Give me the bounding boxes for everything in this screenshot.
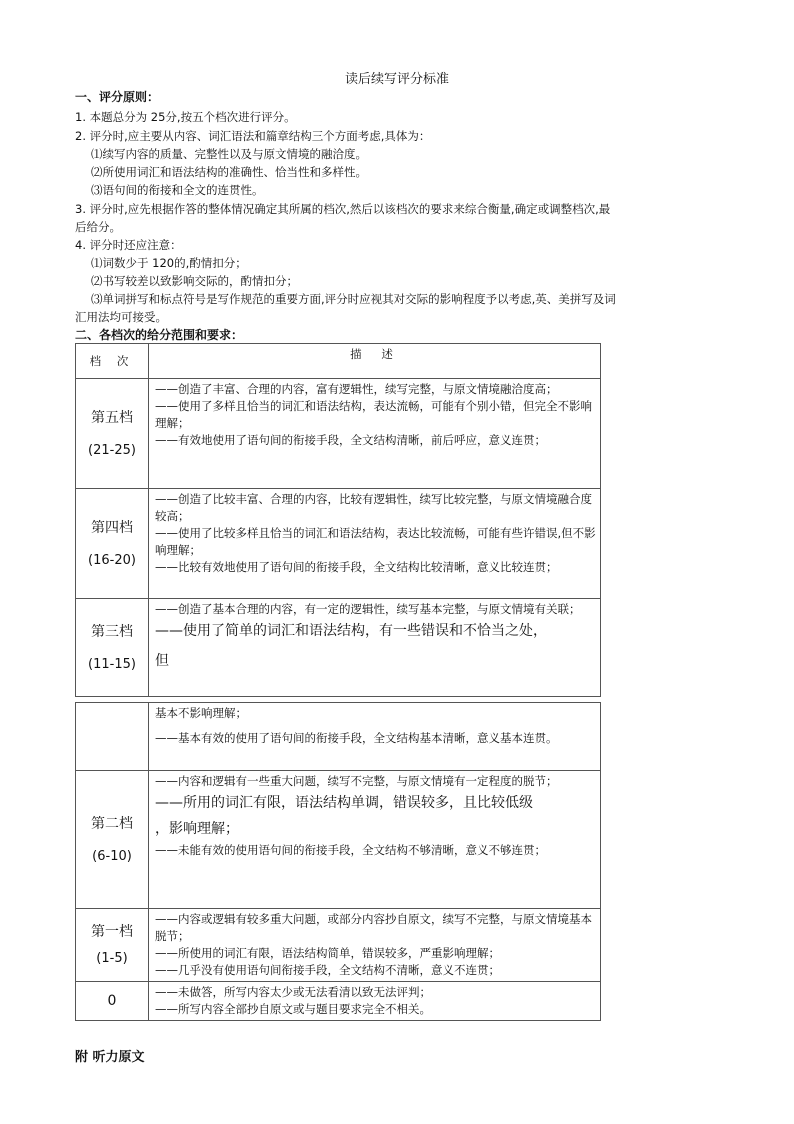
- level-range: (11-15): [88, 656, 136, 672]
- description-cell: [149, 599, 601, 697]
- description-cell: [149, 909, 601, 982]
- level-name: 第二档: [91, 815, 133, 832]
- level-name: 第五档: [91, 409, 133, 426]
- scoring-table-part-2: [75, 702, 601, 1021]
- table-row: [76, 599, 601, 697]
- level-cell: [76, 771, 149, 909]
- description-cell: [149, 982, 601, 1021]
- description-line: ——使用了多样且恰当的词汇和语法结构，表达流畅，可能有个别小错，但完全不影响理解；: [155, 399, 592, 430]
- description-line: ——有效地使用了语句间的衔接手段，全文结构清晰，前后呼应，意义连贯；: [155, 433, 546, 447]
- rule-2-item-2: ⑵所使用词汇和语法结构的准确性、恰当性和多样性。: [91, 165, 367, 179]
- description-line: ——使用了比较多样且恰当的词汇和语法结构，表达比较流畅，可能有些许错误,但不影响理解；: [155, 526, 596, 557]
- header-level: 档 次: [76, 344, 149, 379]
- description-line: ——使用了简单的词汇和语法结构，有一些错误和不恰当之处，: [155, 623, 547, 639]
- level-cell: [76, 599, 149, 697]
- table-row: [76, 489, 601, 599]
- document-title: 读后续写评分标准: [344, 72, 449, 87]
- scoring-table-part-1: [75, 343, 601, 697]
- table-header-row: [76, 344, 601, 379]
- rule-2: 2. 评分时,应主要从内容、词汇语法和篇章结构三个方面考虑,具体为：: [75, 129, 431, 143]
- rule-4-item-2: ⑵书写较差以致影响交际的，酌情扣分；: [91, 274, 298, 288]
- table-row: [76, 771, 601, 909]
- description-line: ——内容和逻辑有一些重大问题，续写不完整，与原文情境有一定程度的脱节；: [155, 774, 558, 788]
- level-name: 第四档: [91, 519, 133, 536]
- header-description: 描 述: [149, 344, 601, 379]
- level-range: (1-5): [96, 951, 128, 966]
- description-line: ——比较有效地使用了语句间的衔接手段，全文结构比较清晰，意义比较连贯；: [155, 560, 558, 574]
- table-row: [76, 703, 601, 771]
- table-row: [76, 982, 601, 1021]
- description-line: ——所写内容全部抄自原文或与题目要求完全不相关。: [155, 1002, 431, 1016]
- appendix-heading: 附 听力原文: [75, 1050, 145, 1065]
- level-name: 第三档: [91, 623, 133, 640]
- section1-heading: 一、评分原则：: [75, 90, 160, 104]
- level-name: 0: [107, 993, 117, 1009]
- description-line: 基本不影响理解；: [155, 706, 247, 720]
- description-cell: [149, 379, 601, 489]
- description-line: ——所用的词汇有限，语法结构单调，错误较多，且比较低级: [155, 795, 533, 811]
- table-row: [76, 909, 601, 982]
- level-cell: [76, 982, 149, 1021]
- description-line: ——未能有效的使用语句间的衔接手段，全文结构不够清晰，意义不够连贯；: [155, 843, 546, 857]
- description-cell: [149, 489, 601, 599]
- level-range: (16-20): [88, 552, 136, 568]
- rule-2-item-3: ⑶语句间的衔接和全文的连贯性。: [91, 183, 264, 197]
- table-row: [76, 379, 601, 489]
- description-line: ——内容或逻辑有较多重大问题，或部分内容抄自原文，续写不完整，与原文情境基本脱节；: [155, 912, 592, 943]
- description-cell: [149, 771, 601, 909]
- description-line: 但: [155, 653, 169, 669]
- level-range: (6-10): [92, 848, 132, 864]
- rule-4: 4. 评分时还应注意：: [75, 238, 182, 252]
- section2-heading: 二、各档次的给分范围和要求：: [75, 328, 244, 342]
- description-line: ——所使用的词汇有限，语法结构简单，错误较多，严重影响理解；: [155, 946, 500, 960]
- description-line: ——创造了比较丰富、合理的内容，比较有逻辑性，续写比较完整，与原文情境融合度较高；: [155, 492, 592, 523]
- level-cell: [76, 489, 149, 599]
- level-name: 第一档: [91, 924, 133, 940]
- rule-3-line-1: 3. 评分时,应先根据作答的整体情况确定其所属的档次,然后以该档次的要求来综合衡量,确定或调整档次,最: [75, 202, 611, 216]
- rule-3-line-2: 后给分。: [75, 220, 121, 234]
- rule-4-item-3-line-2: 汇用法均可接受。: [75, 310, 167, 324]
- description-line: ——创造了丰富、合理的内容，富有逻辑性，续写完整，与原文情境融洽度高；: [155, 382, 558, 396]
- description-cell: [149, 703, 601, 771]
- description-line: ——基本有效的使用了语句间的衔接手段，全文结构基本清晰，意义基本连贯。: [155, 731, 558, 745]
- rule-2-item-1: ⑴续写内容的质量、完整性以及与原文情境的融洽度。: [91, 147, 367, 161]
- rule-4-item-3-line-1: ⑶单词拼写和标点符号是写作规范的重要方面,评分时应视其对交际的影响程度予以考虑,英、美拼写及词: [91, 292, 616, 306]
- level-cell: [76, 909, 149, 982]
- rule-1: 1. 本题总分为 25分,按五个档次进行评分。: [75, 110, 296, 124]
- rule-4-item-1: ⑴词数少于 120的,酌情扣分；: [91, 256, 247, 270]
- level-cell: [76, 379, 149, 489]
- description-line: ，影响理解；: [155, 821, 239, 837]
- description-line: ——未做答，所写内容太少或无法看清以致无法评判；: [155, 985, 431, 999]
- level-cell-empty: [76, 703, 149, 771]
- level-range: (21-25): [88, 442, 136, 458]
- description-line: ——几乎没有使用语句间衔接手段，全文结构不清晰，意义不连贯；: [155, 963, 500, 977]
- description-line: ——创造了基本合理的内容，有一定的逻辑性，续写基本完整，与原文情境有关联；: [155, 602, 581, 616]
